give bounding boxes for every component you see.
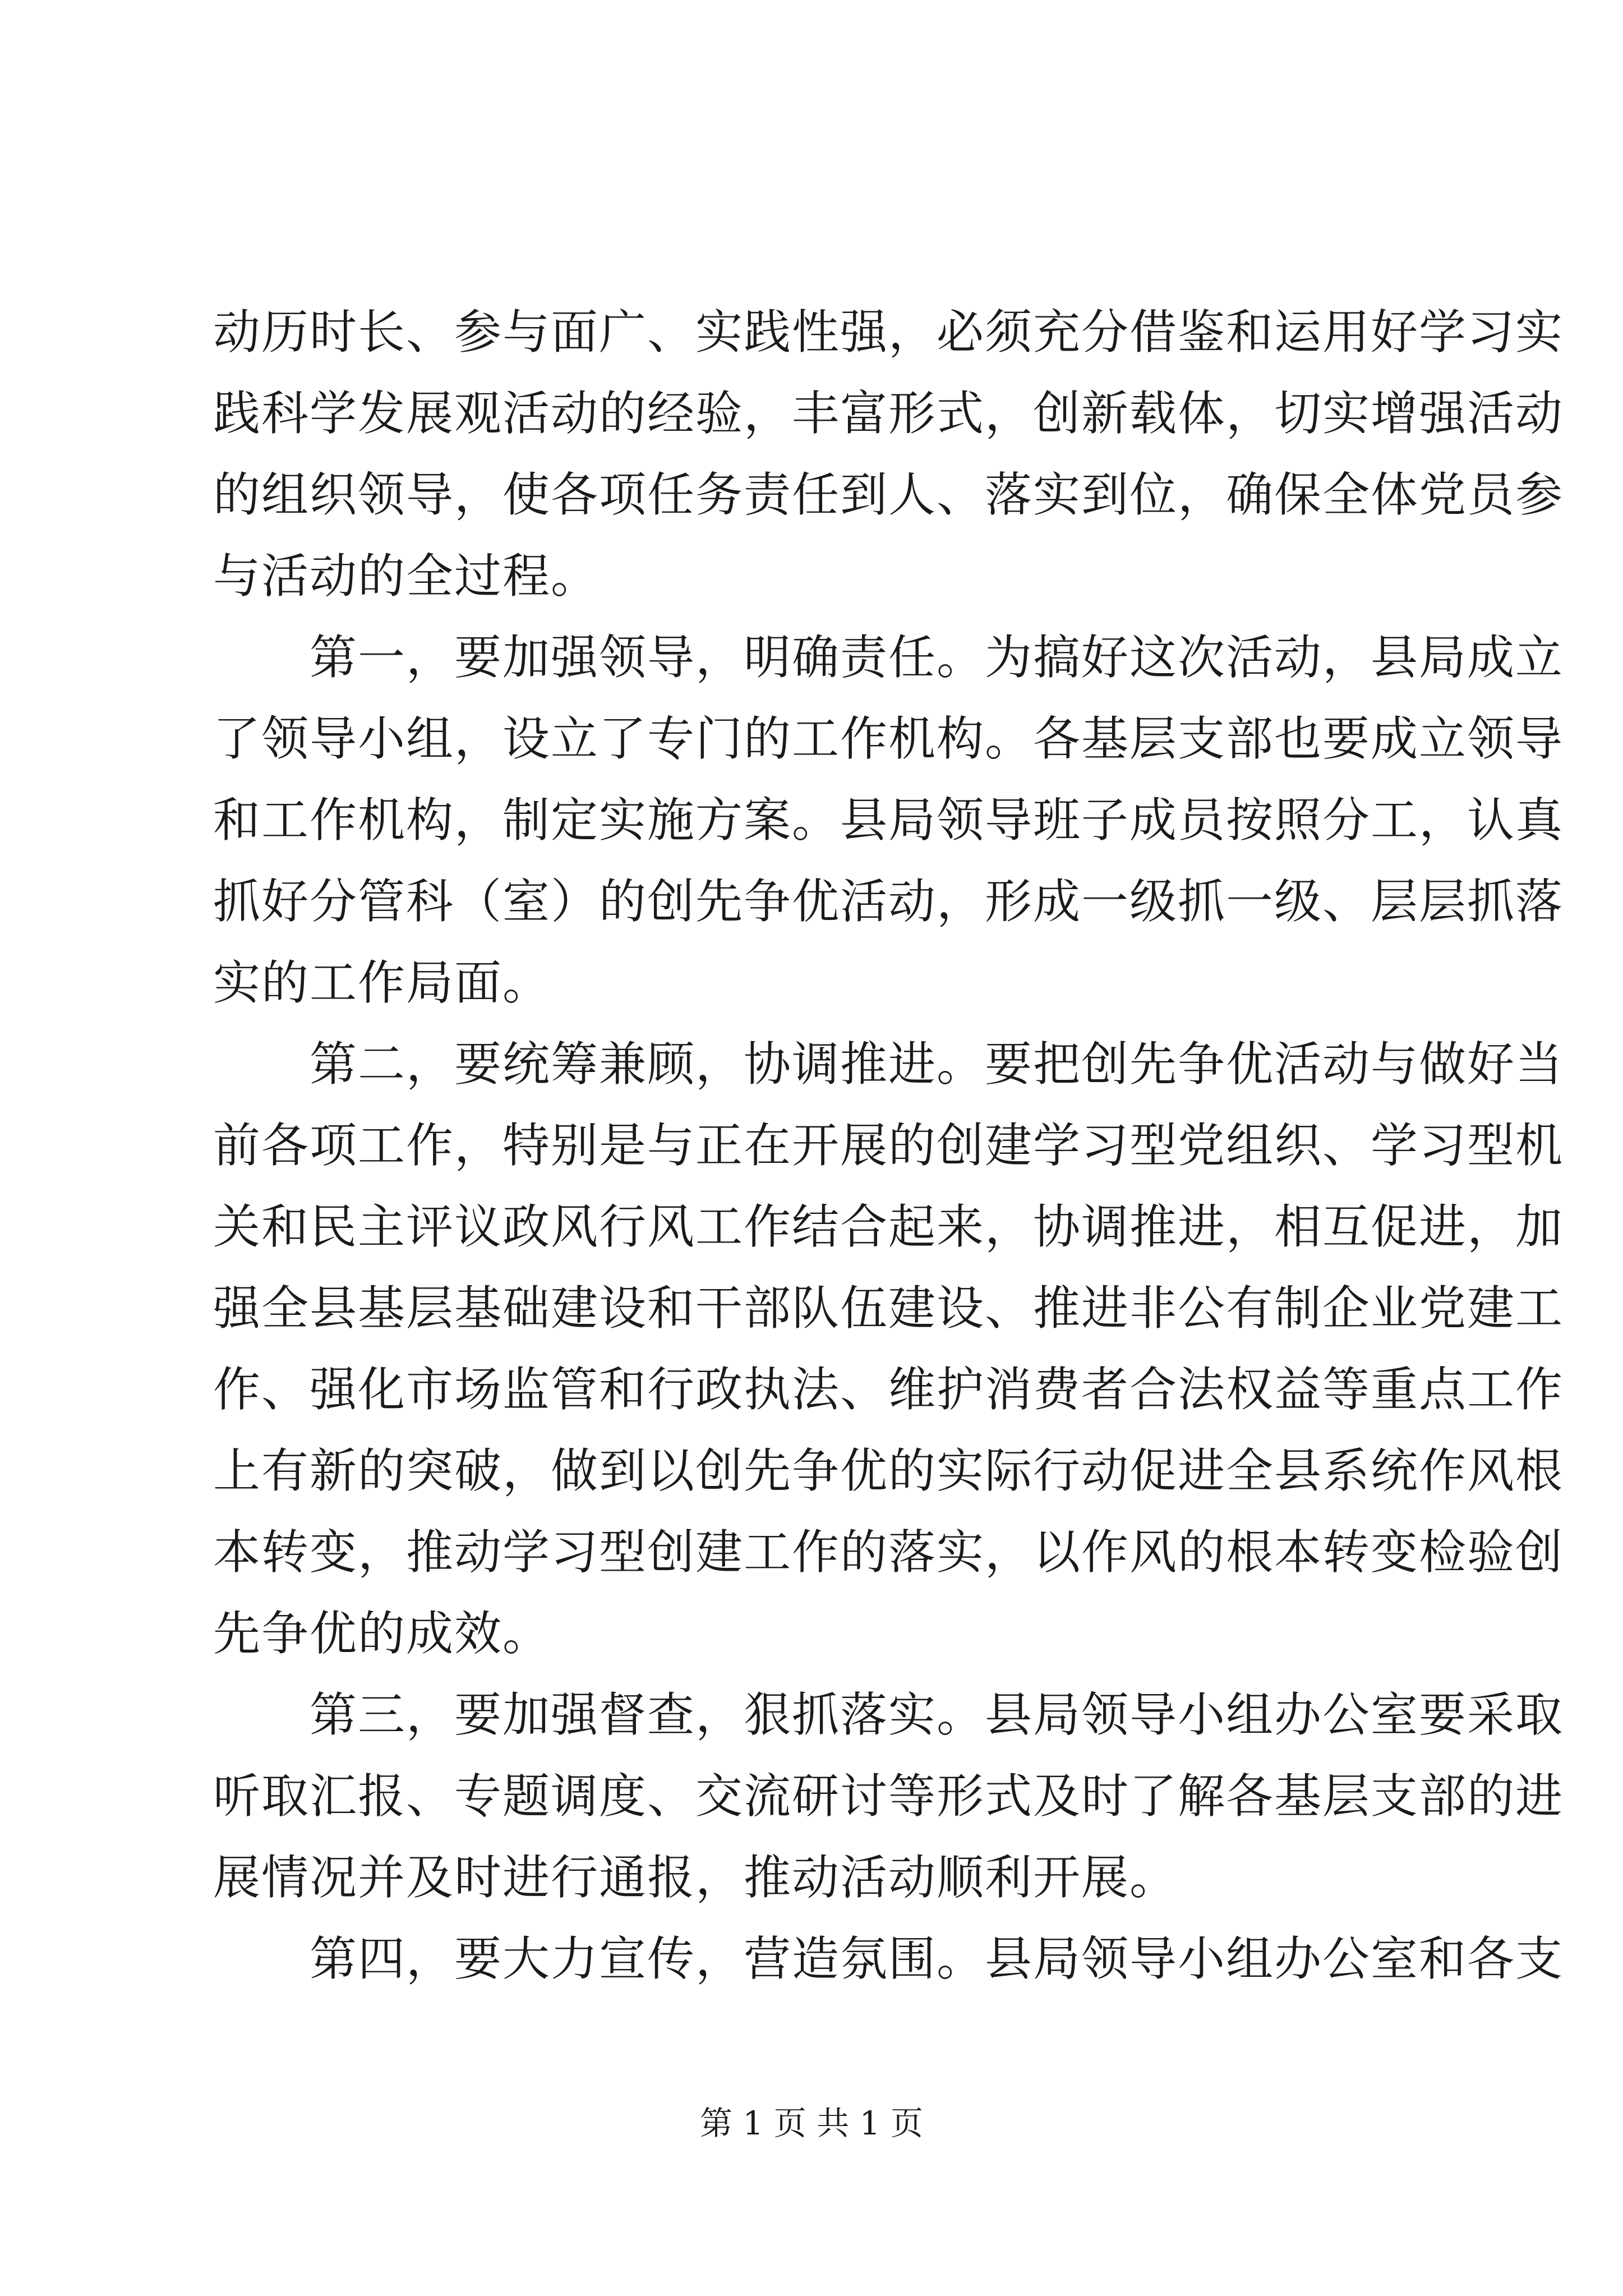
text-line: 第二，要统筹兼顾，协调推进。要把创先争优活动与做好当 bbox=[213, 1037, 1564, 1092]
text-line: 抓好分管科（室）的创先争优活动，形成一级抓一级、层层抓落 bbox=[213, 874, 1564, 929]
text-line: 第一，要加强领导，明确责任。为搞好这次活动，县局成立 bbox=[213, 630, 1564, 685]
document-body bbox=[213, 292, 1564, 2000]
text-line: 实的工作局面。 bbox=[213, 955, 551, 1010]
text-line: 展情况并及时进行通报，推动活动顺利开展。 bbox=[213, 1850, 1178, 1905]
text-line: 的组织领导，使各项任务责任到人、落实到位，确保全体党员参 bbox=[213, 467, 1564, 522]
text-line: 先争优的成效。 bbox=[213, 1606, 551, 1661]
text-line: 第四，要大力宣传，营造氛围。县局领导小组办公室和各支 bbox=[213, 1931, 1564, 1986]
text-line: 与活动的全过程。 bbox=[213, 549, 600, 604]
page-footer bbox=[0, 2101, 1623, 2146]
text-line: 和工作机构，制定实施方案。县局领导班子成员按照分工，认真 bbox=[213, 793, 1564, 848]
page-number-label: 第 1 页 共 1 页 bbox=[700, 2104, 923, 2142]
text-line: 作、强化市场监管和行政执法、维护消费者合法权益等重点工作 bbox=[213, 1362, 1564, 1417]
text-line: 本转变，推动学习型创建工作的落实，以作风的根本转变检验创 bbox=[213, 1525, 1564, 1580]
text-line: 第三，要加强督查，狠抓落实。县局领导小组办公室要采取 bbox=[213, 1687, 1564, 1742]
text-line: 强全县基层基础建设和干部队伍建设、推进非公有制企业党建工 bbox=[213, 1281, 1564, 1336]
text-line: 听取汇报、专题调度、交流研讨等形式及时了解各基层支部的进 bbox=[213, 1769, 1564, 1824]
text-line: 关和民主评议政风行风工作结合起来，协调推进，相互促进，加 bbox=[213, 1199, 1564, 1254]
text-line: 践科学发展观活动的经验，丰富形式，创新载体，切实增强活动 bbox=[213, 386, 1564, 441]
text-line: 了领导小组，设立了专门的工作机构。各基层支部也要成立领导 bbox=[213, 711, 1564, 766]
text-line: 前各项工作，特别是与正在开展的创建学习型党组织、学习型机 bbox=[213, 1118, 1564, 1173]
text-line: 动历时长、参与面广、实践性强，必须充分借鉴和运用好学习实 bbox=[213, 305, 1564, 360]
text-line: 上有新的突破，做到以创先争优的实际行动促进全县系统作风根 bbox=[213, 1443, 1564, 1498]
